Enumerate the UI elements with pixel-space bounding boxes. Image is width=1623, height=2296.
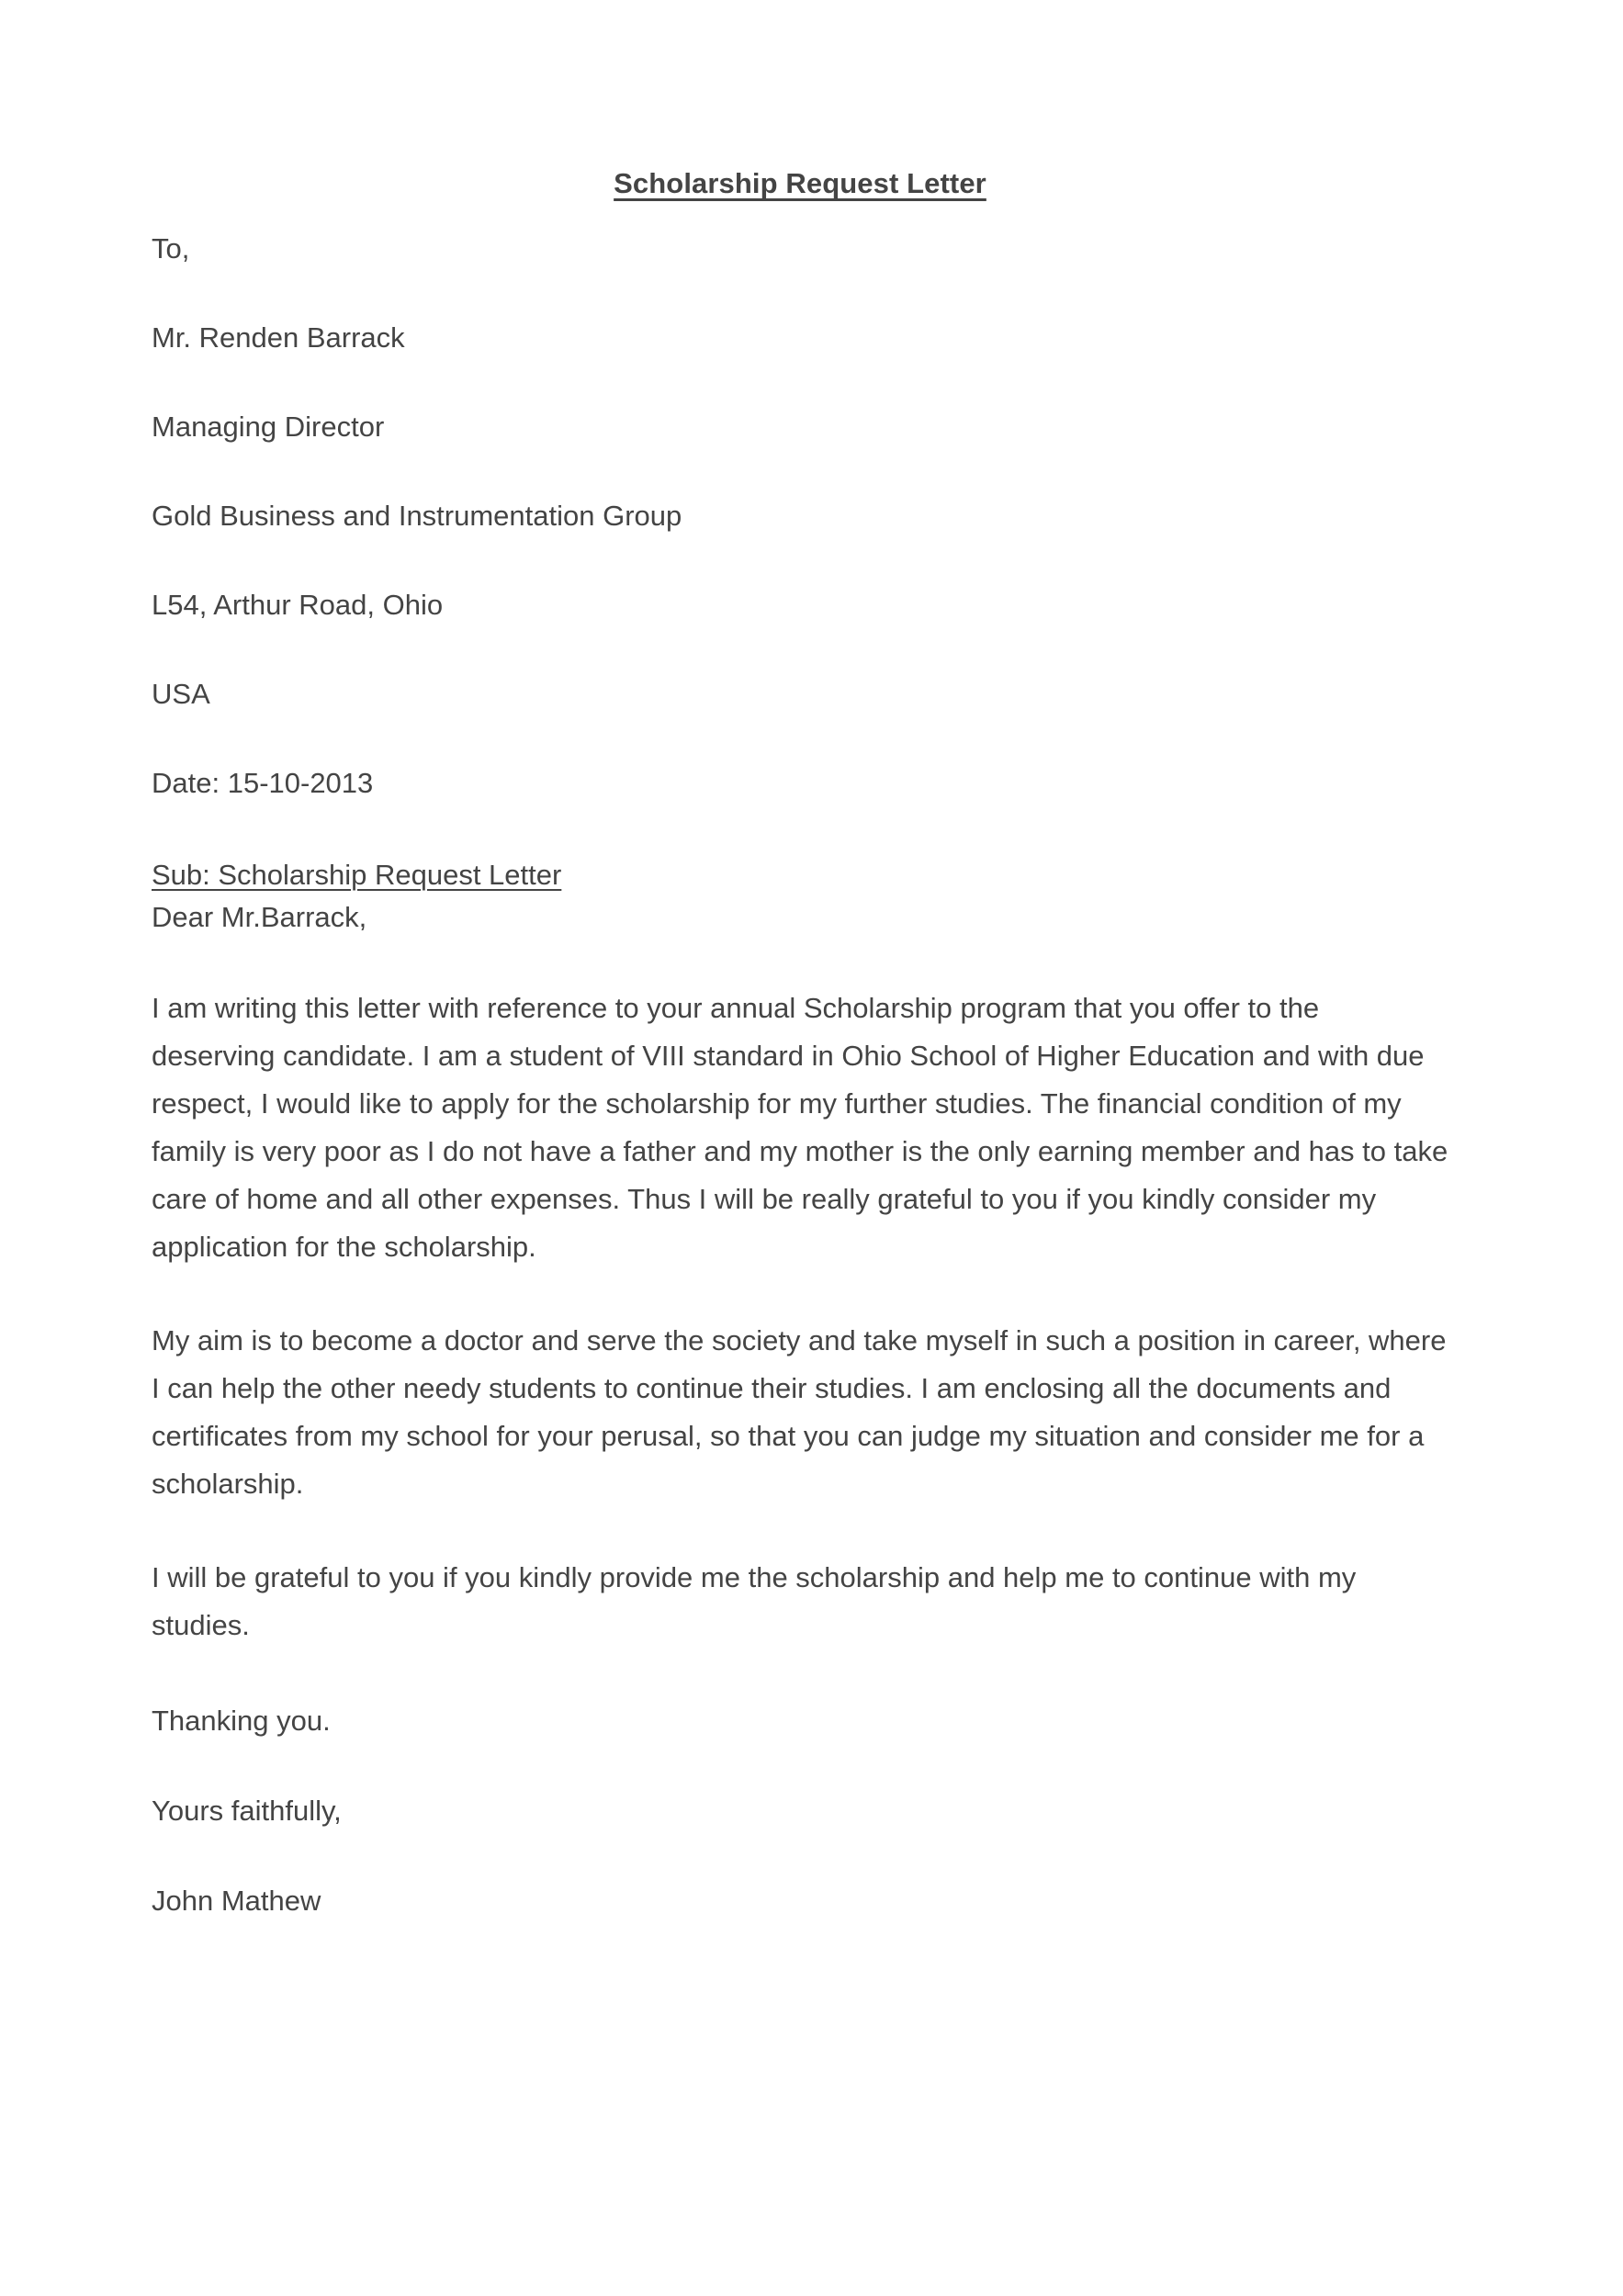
subject-salutation-block — [152, 802, 1448, 939]
body-paragraph-3: I will be grateful to you if you kindly provide me the scholarship and help me to continue with my studies. — [152, 1561, 1357, 1641]
page-title — [152, 0, 1448, 202]
recipient-line-country: USA — [152, 678, 210, 710]
recipient-line-organization: Gold Business and Instrumentation Group — [152, 500, 682, 532]
recipient-line-street: L54, Arthur Road, Ohio — [152, 589, 444, 621]
recipient-line-name: Mr. Renden Barrack — [152, 321, 405, 354]
closing-thanks: Thanking you. — [152, 1705, 331, 1737]
body-paragraph-2: My aim is to become a doctor and serve the society and take myself in such a position in career, where I can help the other needy students to continue their studies. I am enclosing all the documents and certificates from my school for your perusal, so that you can judge my situation and consider me for a scholarship. — [152, 1324, 1447, 1500]
letter-date: Date: 15-10-2013 — [152, 767, 374, 799]
body-paragraph-1: I am writing this letter with reference to your annual Scholarship program that you offer to the deserving candidate. I am a student of VIII standard in Ohio School of Higher Education and with due respect, I would like to apply for the scholarship for my further studies. The financial condition of my family is very poor as I do not have a father and my mother is the only earning member and has to take care of home and all other expenses. Thus I will be really grateful to you if you kindly consider my application for the scholarship. — [152, 992, 1448, 1263]
closing-signoff: Yours faithfully, — [152, 1795, 342, 1827]
recipient-line-designation: Managing Director — [152, 411, 385, 443]
recipient-line-to: To, — [152, 232, 190, 264]
salutation: Dear Mr.Barrack, — [152, 901, 367, 933]
signature-name: John Mathew — [152, 1885, 321, 1917]
page-title-text: Scholarship Request Letter — [614, 167, 986, 199]
subject-text: Sub: Scholarship Request Letter — [152, 859, 562, 891]
subject-line — [152, 854, 1448, 896]
letter-content — [152, 0, 1448, 1919]
